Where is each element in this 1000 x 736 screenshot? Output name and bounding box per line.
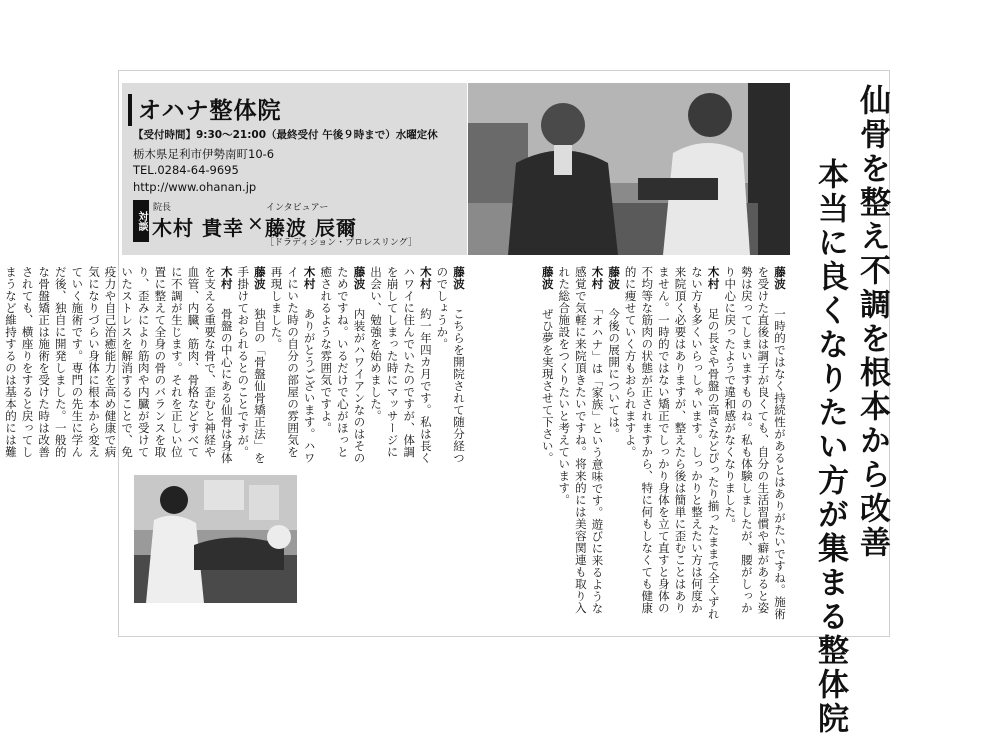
speaker-label: 藤波 xyxy=(452,266,466,290)
clinic-name: オハナ整体院 xyxy=(138,98,282,124)
clinic-tel: TEL.0284-64-9695 xyxy=(133,163,239,177)
speech-text: 足の長さや骨盤の高さなどぴったり揃ったままで全くずれない方も多くいらっしゃいます。しっかりと整えたい方は何度か来院頂く必要はありますが、整えたら後は簡単に歪むことはありません。一時的ではない矯正でしっかり身体を立て直すと身体の不均等な筋肉の状態が正されますから、特に何もしなくても健康的に痩せていく方もおられますよ。 xyxy=(623,266,721,620)
speech-text: 約一年四カ月です。私は長くハワイに住んでいたのですが、体調を崩してしまった時にマッサージに出会い、勉強を始めました。 xyxy=(369,266,433,464)
speaker-label: 木村 xyxy=(219,266,234,290)
interviewer-label: インタビュアー xyxy=(266,203,329,213)
speech-text: ぜひ夢を実現させて下さい。 xyxy=(540,308,555,464)
clinic-address: 栃木県足利市伊勢南町10-6 xyxy=(133,147,275,161)
taidan-badge: 対談 xyxy=(133,200,149,242)
business-hours: 【受付時間】9:30〜21:00（最終受付 午後９時まで）水曜定休 xyxy=(133,129,438,141)
speaker-label: 藤波 xyxy=(252,266,267,290)
article-column-right xyxy=(470,266,788,622)
speech-text: こちらを開院されて随分経つのでしょうか。 xyxy=(435,266,466,464)
clinic-url[interactable]: http://www.ohanan.jp xyxy=(133,180,257,194)
speaker-label: 藤波 xyxy=(540,266,555,290)
speech-text: 一時的ではなく持続性があるとはありがたいですね。施術を受けた直後は調子が良くても、自分の生活習慣や癖があると姿勢は戻ってしまいますものね。私も体験しましたが、腰がしっかり中心に戻ったようで違和感がなくなりました。 xyxy=(723,266,787,620)
speaker-label: 木村 xyxy=(590,266,605,290)
cross-mark: × xyxy=(247,211,264,235)
speaker-label: 藤波 xyxy=(773,266,787,290)
speech-text: 骨盤の中心にある仙骨は身体を支える重要な骨で、歪むと神経や血管、内臓、筋肉、骨格などすべてに不調が生じます。それを正しい位置に整えて全身の骨のバランスを取り、歪みにより筋肉や内臓が受けていたストレスを解消することで、免疫力や自己治癒能力を高め健康で病気になりづらい身体に根本から変えていく施術です。専門の先生に学んだ後、独自に開発しました。一般的な骨盤矯正は施術を受けた時は改善されても、横座りをすると戻ってしまうなど維持するのは基本的には難 xyxy=(3,266,234,464)
speech-text: 独自の「骨盤仙骨矯正法」を手掛けておられるとのことですが。 xyxy=(236,266,267,464)
article-column-left xyxy=(3,266,467,466)
headline-line2: 本当に良くなりたい方が集まる整体院 xyxy=(812,158,848,736)
speaker-label: 木村 xyxy=(302,266,317,290)
director-label: 院長 xyxy=(153,203,172,213)
interview-photo xyxy=(468,83,790,255)
speaker-label: 木村 xyxy=(706,266,721,290)
treatment-photo xyxy=(134,475,297,603)
interviewer-name: 藤波 辰爾 xyxy=(265,216,357,240)
speech-text: 「オハナ」は「家族」という意味です。遊びに来るような感覚で気軽に来院頂きたいですね。将来的には美容関連も取り入れた総合施設をつくりたいと考えています。 xyxy=(557,266,605,615)
director-name: 木村 貴幸 xyxy=(152,216,244,240)
speech-text: ありがとうございます。ハワイにいた時の自分の部屋の雰囲気を再現しました。 xyxy=(269,266,317,464)
speaker-label: 藤波 xyxy=(352,266,367,290)
speaker-label: 藤波 xyxy=(607,266,622,290)
headline-line1: 仙骨を整え不調を根本から改善 xyxy=(854,84,890,560)
speech-text: 今後の展開については。 xyxy=(607,308,622,440)
clinic-name-accent xyxy=(128,94,132,126)
speaker-label: 木村 xyxy=(418,266,433,290)
speech-text: 内装がハワイアンなのはそのためですね。いるだけで心がほっと癒されるような雰囲気ですよ。 xyxy=(319,266,367,464)
interviewer-affiliation: ［ドラディション・プロレスリング］ xyxy=(265,238,418,248)
